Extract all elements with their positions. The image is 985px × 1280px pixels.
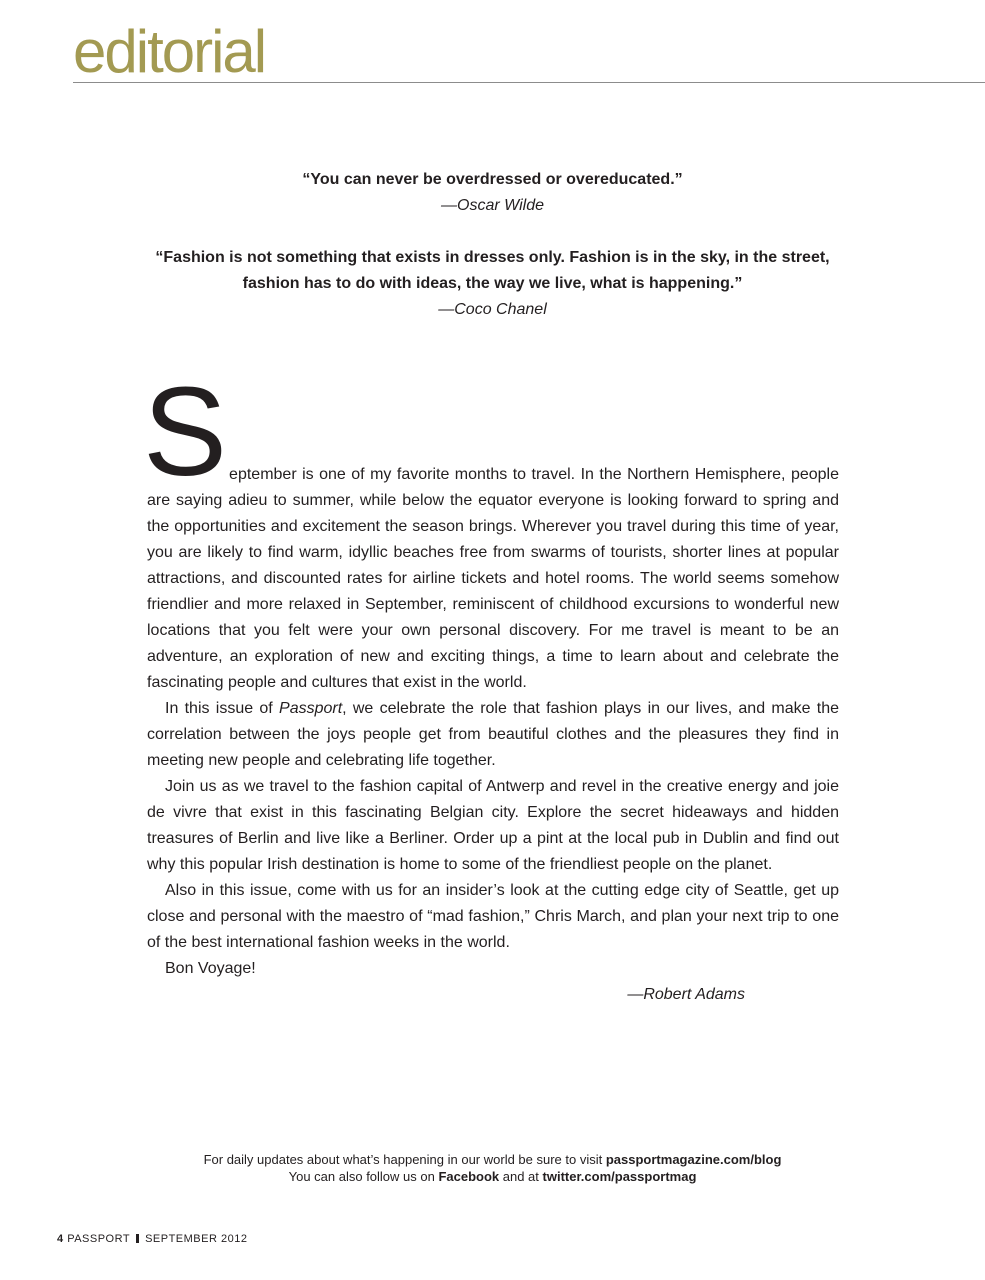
magazine-name: Passport [279,700,343,717]
page-folio [57,1233,247,1245]
body-paragraph: Also in this issue, come with us for an insider’s look at the cutting edge city of Seattle, get up close and personal with the maestro of “mad fashion,” Chris March, and plan your next trip to one of the best international fashion weeks in the world. [147,882,839,951]
footer-text: and at [499,1169,543,1184]
issue-date: SEPTEMBER 2012 [145,1233,248,1245]
quote-text: “Fashion is not something that exists in dresses only. Fashion is in the sky, in the street, fashion has to do with ideas, the way we live, what is happening.” [155,249,830,292]
folio-separator [136,1234,139,1243]
quote-text: “You can never be overdressed or overeducated.” [302,171,683,188]
facebook-link[interactable]: Facebook [438,1169,500,1184]
author-signature: —Robert Adams [627,986,745,1003]
body-paragraph [143,361,839,696]
page-number: 4 [57,1233,64,1245]
quote-author: —Coco Chanel [438,301,547,318]
twitter-link[interactable]: twitter.com/passportmag [542,1169,697,1184]
closing-line: Bon Voyage! [165,960,256,977]
drop-cap: S [143,361,228,502]
footer-line [0,1151,985,1168]
editorial-body [143,361,840,1008]
quote-author: —Oscar Wilde [441,197,544,214]
footer-line [0,1168,985,1185]
footer-text: You can also follow us on [288,1169,439,1184]
title-rule [73,82,985,83]
magazine-name: PASSPORT [67,1233,131,1245]
body-paragraph [147,696,839,774]
epigraph-quotes [140,167,845,323]
paragraph-text: , we celebrate the role that fashion plays in our lives, and make the correlation between the joys people get from beautiful clothes and the pleasures they find in meeting new people and celebrating life together. [147,700,840,769]
footer-text: For daily updates about what’s happening in our world be sure to visit [203,1152,606,1167]
blog-link[interactable]: passportmagazine.com/blog [605,1152,782,1167]
footer-note [0,1151,985,1185]
body-paragraph: Join us as we travel to the fashion capital of Antwerp and revel in the creative energy and joie de vivre that exist in this fascinating Belgian city. Explore the secret hideaways and hidden treasures of Berlin and live like a Berliner. Order up a pint at the local pub in Dublin and find out why this popular Irish destination is home to some of the friendliest people on the planet. [147,778,839,873]
paragraph-text: In this issue of [165,700,280,717]
section-title: editorial [73,18,266,85]
paragraph-text: eptember is one of my favorite months to travel. In the Northern Hemisphere, people are saying adieu to summer, while below the equator everyone is looking forward to spring and the opportunities and excitement the season brings. Wherever you travel during this time of year, you are likely to find warm, idyllic beaches free from swarms of tourists, shorter lines at popular attractions, and discounted rates for airline tickets and hotel rooms. The world seems somehow friendlier and more relaxed in September, reminiscent of childhood excursions to wonderful new locations that you felt were your own personal discovery. For me travel is meant to be an adventure, an exploration of new and exciting things, a time to learn about and celebrate the fascinating people and cultures that exist in the world. [147,466,839,691]
